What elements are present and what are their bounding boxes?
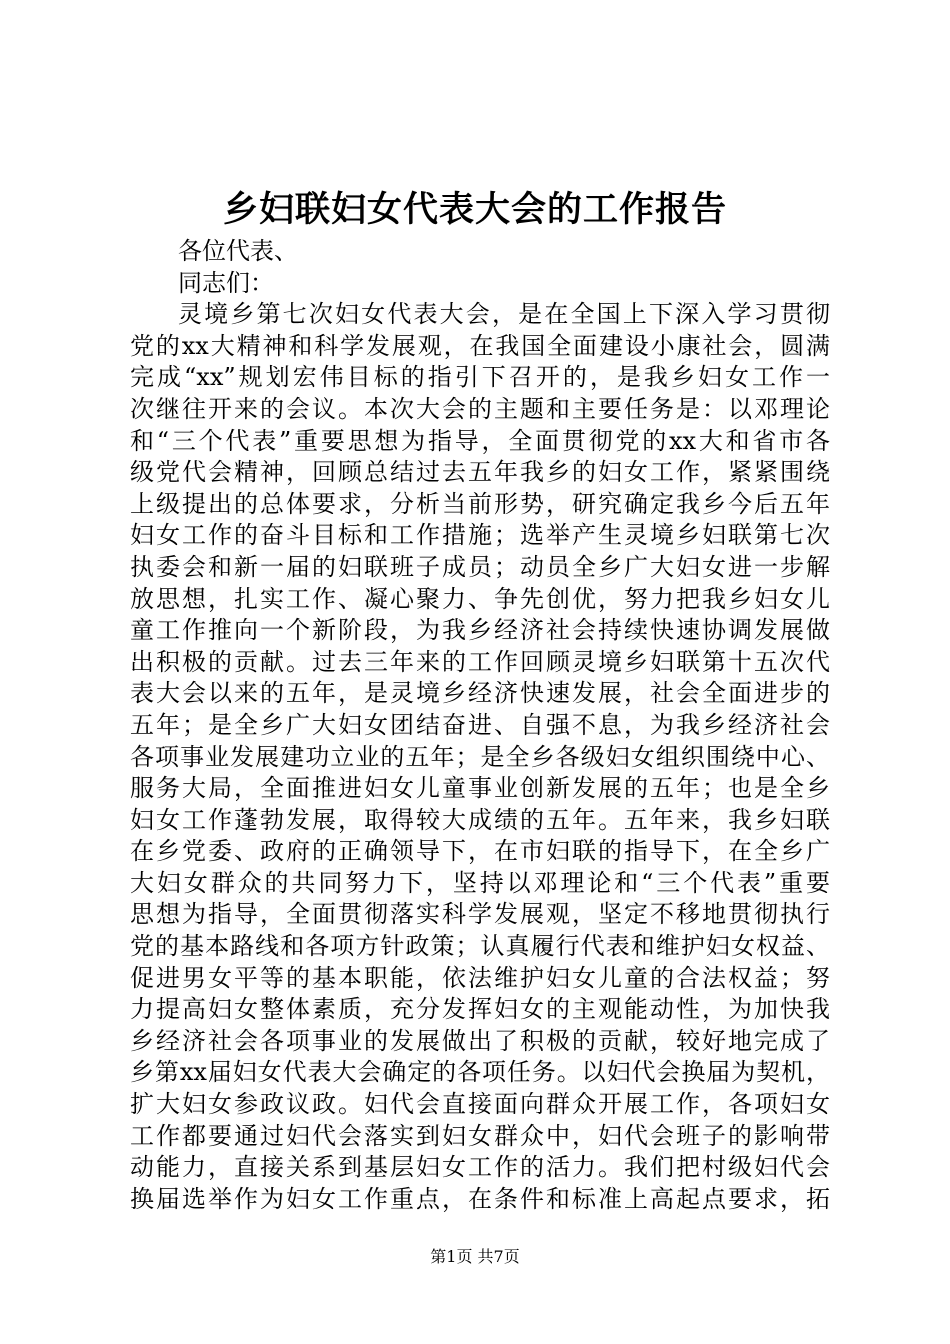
paragraph-line: 党的基本路线和各项方针政策；认真履行代表和维护妇女权益、 xyxy=(130,932,830,961)
paragraph-line: 级党代会精神，回顾总结过去五年我乡的妇女工作，紧紧围绕 xyxy=(130,458,830,487)
paragraph-line: 妇女工作的奋斗目标和工作措施；选举产生灵境乡妇联第七次 xyxy=(130,521,830,550)
paragraph-line: 促进男女平等的基本职能，依法维护妇女儿童的合法权益；努 xyxy=(130,963,830,992)
paragraph-line: 执委会和新一届的妇联班子成员；动员全乡广大妇女进一步解 xyxy=(130,552,830,581)
paragraph-line: 出积极的贡献。过去三年来的工作回顾灵境乡妇联第十五次代 xyxy=(130,647,830,676)
salutation-line: 各位代表、 xyxy=(178,237,298,265)
paragraph-line: 思想为指导，全面贯彻落实科学发展观，坚定不移地贯彻执行 xyxy=(130,900,830,929)
paragraph-line: 换届选举作为妇女工作重点，在条件和标准上高起点要求，拓 xyxy=(130,1184,830,1213)
salutation-line: 同志们： xyxy=(178,268,274,297)
paragraph-line: 动能力，直接关系到基层妇女工作的活力。我们把村级妇代会 xyxy=(130,1153,830,1182)
paragraph-line: 工作都要通过妇代会落实到妇女群众中，妇代会班子的影响带 xyxy=(130,1121,830,1150)
paragraph-line: 力提高妇女整体素质，充分发挥妇女的主观能动性，为加快我 xyxy=(130,995,830,1024)
paragraph-line: 服务大局，全面推进妇女儿童事业创新发展的五年；也是全乡 xyxy=(130,774,830,803)
paragraph-line: 童工作推向一个新阶段，为我乡经济社会持续快速协调发展做 xyxy=(130,616,830,645)
document-title: 乡妇联妇女代表大会的工作报告 xyxy=(222,189,727,230)
paragraph-line: 扩大妇女参政议政。妇代会直接面向群众开展工作，各项妇女 xyxy=(130,1090,830,1119)
paragraph-line: 乡经济社会各项事业的发展做出了积极的贡献，较好地完成了 xyxy=(130,1026,830,1055)
paragraph-line: 表大会以来的五年，是灵境乡经济快速发展，社会全面进步的 xyxy=(130,679,830,708)
paragraph-line: 各项事业发展建功立业的五年；是全乡各级妇女组织围绕中心、 xyxy=(130,742,830,771)
paragraph-line: 放思想，扎实工作、凝心聚力、争先创优，努力把我乡妇女儿 xyxy=(130,584,830,613)
document-body xyxy=(130,236,830,1215)
paragraph-line: 大妇女群众的共同努力下，坚持以邓理论和“三个代表”重要 xyxy=(130,868,830,897)
paragraph-line: 次继往开来的会议。本次大会的主题和主要任务是：以邓理论 xyxy=(130,394,830,423)
paragraph-line: 在乡党委、政府的正确领导下，在市妇联的指导下，在全乡广 xyxy=(130,837,830,866)
paragraph-line: 五年；是全乡广大妇女团结奋进、自强不息，为我乡经济社会 xyxy=(130,710,830,739)
paragraph-line: 上级提出的总体要求，分析当前形势，研究确定我乡今后五年 xyxy=(130,489,830,518)
paragraph-line: 妇女工作蓬勃发展，取得较大成绩的五年。五年来，我乡妇联 xyxy=(130,805,830,834)
page-footer: 第1页 共7页 xyxy=(430,1247,520,1266)
paragraph-line: 灵境乡第七次妇女代表大会，是在全国上下深入学习贯彻 xyxy=(178,300,830,329)
paragraph-line: 党的xx大精神和科学发展观，在我国全面建设小康社会，圆满 xyxy=(130,331,830,360)
paragraph-line: 乡第xx届妇女代表大会确定的各项任务。以妇代会换届为契机， xyxy=(130,1058,830,1087)
paragraph-line: 完成“xx”规划宏伟目标的指引下召开的，是我乡妇女工作一 xyxy=(130,363,830,392)
paragraph-line: 和“三个代表”重要思想为指导，全面贯彻党的xx大和省市各 xyxy=(130,426,830,455)
